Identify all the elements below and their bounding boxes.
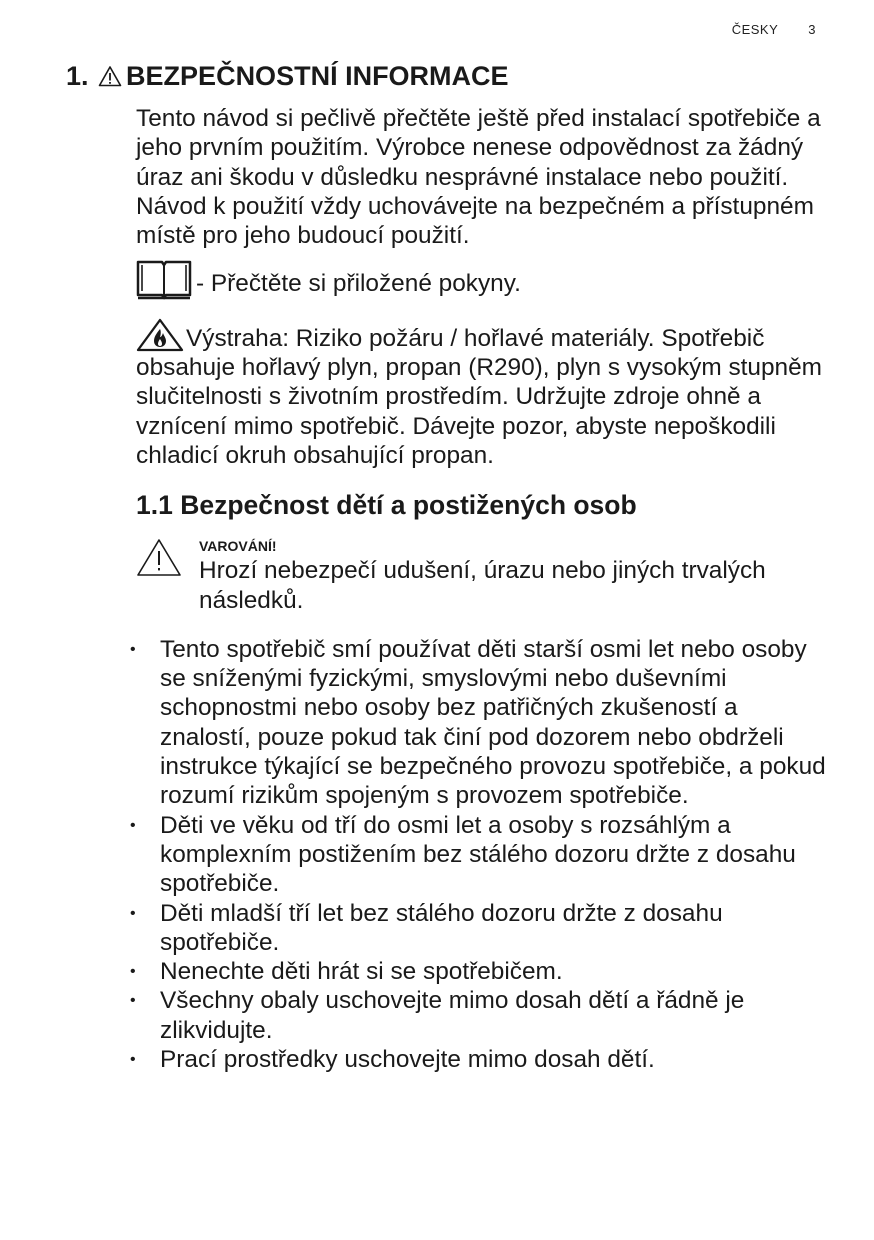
section-number: 1. [66, 61, 89, 91]
language-label: ČESKY [731, 22, 779, 37]
bullet-dot: • [130, 963, 136, 981]
read-instructions-line [136, 259, 826, 308]
caution-label: VAROVÁNÍ! [199, 538, 277, 555]
safety-bullet-list [130, 635, 830, 1074]
page-content [130, 104, 826, 1074]
list-item-text: Všechny obaly uschovejte mimo dosah dětí a řádně je zlikvidujte. [160, 987, 745, 1044]
read-instructions-text: - Přečtěte si přiložené pokyny. [196, 270, 521, 298]
caution-box [136, 536, 826, 615]
list-item-text: Děti mladší tří let bez stálého dozoru držte z dosahu spotřebiče. [160, 899, 723, 956]
bullet-dot: • [130, 1051, 136, 1069]
bullet-dot: • [130, 640, 136, 658]
fire-warning-text: Výstraha: Riziko požáru / hořlavé materiály. Spotřebič obsahuje hořlavý plyn, propan (R290), plyn s vysokým stupněm slučitelnosti s životním prostředím. Udržujte zdroje ohně a vznícení mimo spotřebič. Dávejte pozor, abyste nepoškodili chladicí okruh obsahující propan. [136, 324, 822, 469]
list-item [130, 635, 830, 811]
section-title: BEZPEČNOSTNÍ INFORMACE [126, 61, 509, 91]
list-item [130, 957, 830, 986]
list-item [130, 986, 830, 1045]
warning-triangle-icon [98, 63, 122, 94]
bullet-dot: • [130, 816, 136, 834]
flammable-warning-icon [136, 325, 186, 352]
intro-paragraph: Tento návod si pečlivě přečtěte ještě před instalací spotřebiče a jeho prvním použitím. Výrobce nenese odpovědnost za žádný úraz ani škodu v důsledku nesprávné instalace nebo použití. Návod k použití vždy uchovávejte na bezpečném a přístupném místě pro jeho budoucí použití. [136, 105, 821, 250]
list-item [130, 811, 830, 899]
bullet-dot: • [130, 992, 136, 1010]
page-header [732, 22, 816, 37]
section-heading [66, 61, 509, 94]
list-item-text: Tento spotřebič smí používat děti starší osmi let nebo osoby se sníženými fyzickými, smyslovými nebo duševními schopnostmi nebo osoby bez patřičných zkušeností a znalostí, pouze pokud tak činí pod dozorem nebo obdrželi instrukce týkající se bezpečného provozu spotřebiče, a pokud rozumí rizikům spojeným s provozem spotřebiče. [160, 635, 826, 810]
subsection-heading: 1.1 Bezpečnost dětí a postižených osob [136, 490, 637, 521]
caution-text: Hrozí nebezpečí udušení, úrazu nebo jiných trvalých následků. [199, 557, 766, 614]
list-item-text: Děti ve věku od tří do osmi let a osoby s rozsáhlým a komplexním postižením bez stálého dozoru držte z dosahu spotřebiče. [160, 811, 796, 898]
bullet-dot: • [130, 904, 136, 922]
book-icon [136, 259, 192, 308]
caution-triangle-icon [136, 536, 199, 615]
page-number: 3 [808, 22, 816, 37]
fire-warning-block [136, 318, 826, 470]
list-item [130, 1045, 830, 1074]
list-item-text: Nenechte děti hrát si se spotřebičem. [160, 958, 563, 986]
list-item-text: Prací prostředky uschovejte mimo dosah dětí. [160, 1046, 655, 1074]
list-item [130, 899, 830, 958]
